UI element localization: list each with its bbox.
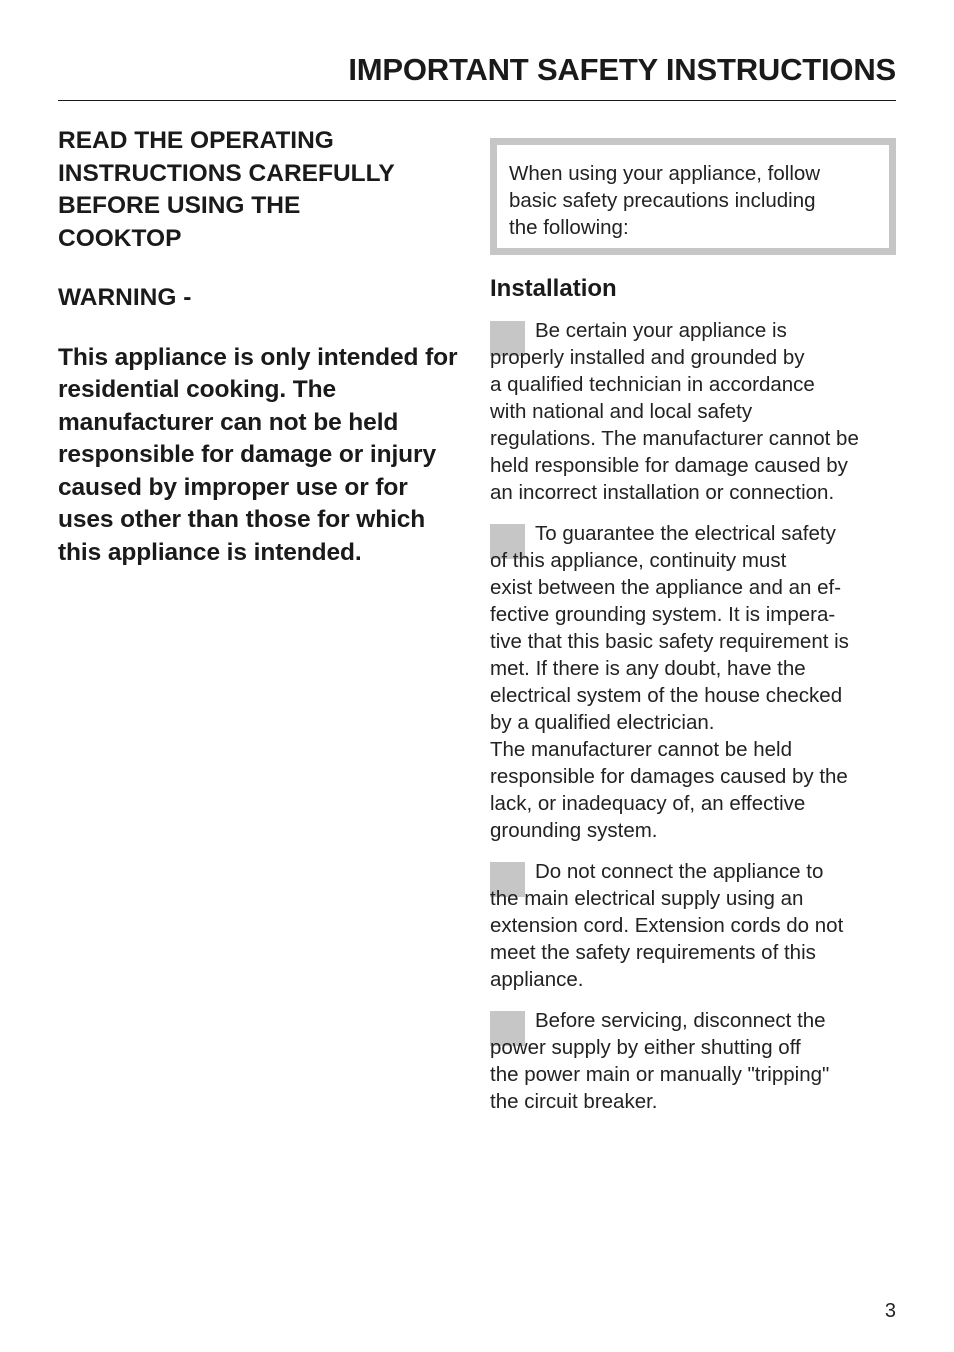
read-instructions-notice: READ THE OPERATING INSTRUCTIONS CAREFULLY BEFORE USING THE COOKTOP — [58, 127, 395, 252]
right-column — [490, 138, 896, 1129]
instruction-item — [490, 858, 896, 993]
instruction-text: Before servicing, disconnect the power supply by either shutting off the power main or manually "tripping" the circuit breaker. — [490, 1009, 830, 1113]
instruction-item — [490, 1007, 896, 1115]
left-column — [58, 125, 468, 569]
instruction-text: Be certain your appliance is properly installed and grounded by a qualified technician in accordance with national and local safety regulations. The manufacturer cannot be held responsible for damage caused by an incorrect installation or connection. — [490, 319, 859, 504]
page-title: IMPORTANT SAFETY INSTRUCTIONS — [348, 52, 896, 87]
warning-label: WARNING - — [58, 284, 192, 311]
instruction-text: Do not connect the appliance to the main electrical supply using an extension cord. Extension cords do not meet the safety requirements of this appliance. — [490, 860, 844, 991]
page-header — [58, 50, 896, 101]
page-number: 3 — [884, 1300, 896, 1322]
instruction-item — [490, 520, 896, 844]
instruction-item — [490, 317, 896, 506]
warning-text: This appliance is only intended for residential cooking. The manufacturer can not be held responsible for damage or injury caused by improper use or for uses other than those for which this appliance is intended. — [58, 343, 458, 566]
intro-box: When using your appliance, follow basic safety precautions including the following: — [490, 138, 896, 255]
instruction-text: To guarantee the electrical safety of this appliance, continuity must exist between the appliance and an ef- fective grounding system. It is impera- tive that this basic safety requirement is met. If there is any doubt, have the electrical system of the house checked by a qualified electrician. The manufacturer cannot be held responsible for damages caused by the lack, or inadequacy of, an effective grounding system. — [490, 522, 849, 842]
section-heading-installation: Installation — [490, 275, 617, 302]
